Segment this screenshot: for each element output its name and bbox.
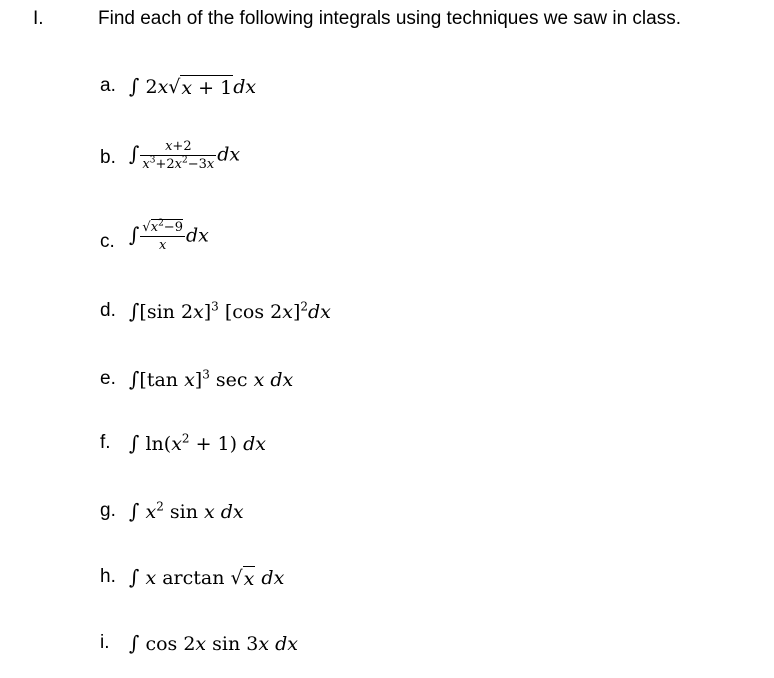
integral-sign: ∫ [129,74,140,98]
problem-b-expression: ∫ $\frac{x+2}{x^3+2x^2-3x}$ dx [129,139,241,172]
problem-c-expression: ∫ $\frac{√x^2-9}{x}$ dx [129,218,209,253]
sqrt-symbol: √ x [230,567,255,590]
integral-sign: ∫ [129,431,140,455]
problem-d-expression: ∫[sin 2x]$^3$ [cos 2x]$^2$dx [129,299,331,323]
fraction: $\frac{√x^2-9}{x}$ [142,218,183,253]
problem-h-expression: ∫ x arctan √ x dx [129,565,285,590]
problem-label: a. [100,75,116,96]
section-numeral: I. [33,8,44,29]
integral-sign: ∫ [129,299,140,323]
integral-sign: ∫ [129,141,140,166]
integral-sign: ∫ [129,367,140,391]
problem-label: f. [100,432,111,453]
problem-label: g. [100,500,116,521]
integral-sign: ∫ [129,631,140,655]
sqrt-symbol: √ x + 1 [168,76,233,99]
problem-label: c. [100,231,115,252]
instruction-heading: Find each of the following integrals using techniques we saw in class. [98,8,681,29]
problem-label: e. [100,368,116,389]
problem-label: b. [100,147,116,168]
problem-a-expression: ∫ 2x√ x + 1 dx [129,74,257,99]
integral-sign: ∫ [129,222,140,247]
problem-i-expression: ∫ cos 2x sin 3x dx [129,631,299,655]
problem-label: d. [100,300,116,321]
problem-label: h. [100,566,116,587]
integral-sign: ∫ [129,565,140,589]
problem-e-expression: ∫[tan x]$^3$ sec x dx [129,367,294,391]
fraction: $\frac{x+2}{x^3+2x^2-3x}$ [142,139,215,172]
problem-g-expression: ∫ $x^2$ sin x dx [129,499,244,523]
problem-f-expression: ∫ $\ln(x^2 + 1)$ dx [129,431,266,455]
problem-label: i. [100,632,110,653]
integral-sign: ∫ [129,499,140,523]
